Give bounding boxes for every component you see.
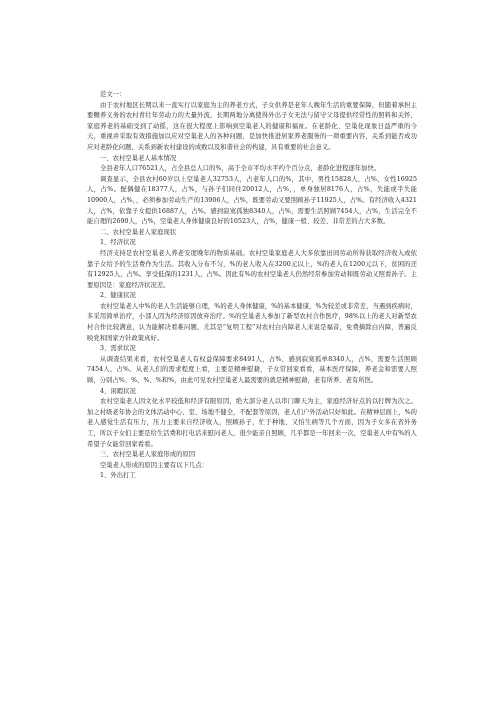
subsection-heading: 3、需求状况 — [100, 345, 136, 353]
body-paragraph: 调查显示，全县农村60岁以上空巢老人32753人，占老年人口的%，其中，男性15828人，占%，女性16925人，占%。配偶健在18377人，占%，与孙子们同住20012人，占%，，单身独居8176人，占%，失能或半失能10900人，占%，，必须参加劳动生产的13906人，占%，既要劳动又要照顾孙子11925人，占%。有经济收入4321人，占%，依靠子女提供16887人，占%。感到寂寞孤独8340人，占%，需要生活照顾7454人，占%，生活完全不能自理的2690人，占%，空巢老人身体健康良好的10523人，占%，健康一般、较差、非常差的占大多数。 — [87, 175, 417, 226]
section-heading: 三、农村空巢老人家庭形成的原因 — [100, 451, 196, 459]
section-heading: 二、农村空巢老人家庭现状 — [100, 228, 177, 236]
subsection-heading: 1、经济状况 — [100, 239, 136, 247]
subsection-heading: 1、外出打工 — [100, 472, 136, 480]
subsection-heading: 2、健康状况 — [100, 292, 136, 300]
body-paragraph: 全县老年人口76521人，占全县总人口的%，高于全市平均水平约个百分点，老龄化进程逐年加快。 — [100, 165, 381, 173]
doc-label: 范文一： — [100, 91, 126, 98]
section-heading: 一、农村空巢老人基本情况 — [100, 154, 177, 162]
body-paragraph: 空巢老人形成的原因主要有以下几点： — [100, 461, 208, 469]
body-paragraph: 从调查结果来看，农村空巢老人有权益保障要求8491人，占%，感到寂寞孤单8340人，占%，需要生活照顾7454人，占%。从老人们的需求程度上看，主要是精神慰藉，子女常回家看看，基本医疗保障，养老金和需要人照顾，分别占%、%、%、%和%，由此可见农村空巢老人最需要的就是精神慰藉，老有所养、老有所医。 — [87, 355, 417, 385]
intro-paragraph: 由于农村地区长期以来一直实行以家庭为主的养老方式，子女供养是老年人晚年生活的重要保障，但随着承担主要赡养义务的农村青壮年劳动力的大量外流，长期两地分离使得外出子女无法与留守父母提供经常性的照料和关怀，家庭养老的基础受到了动摇，这在很大程度上影响到空巢老人的健康和福祉。在老龄化、空巢化现象日益严重的今天，重视并采取有效措施加以应对空巢老人的各种问题，是加快推进居家养老服务的一项重要内容，关系到能否成功应对老龄化问题，关系到新农村建设的成败以及和谐社会的构建，具有重要的社会意义。 — [87, 101, 417, 151]
document-body — [87, 90, 417, 482]
body-paragraph: 经济支持是农村空巢老人养老安度晚年的物质基础。农村空巢家庭老人大多依靠田间劳动所得获取经济收入或依靠子女给予的生活费作为生活。其收入分布不匀，%的老人收入在3200元以上，%的老人在1200元以下，贫困的还有12925人，占%。享受低保的1231人，占%。因此有%的农村空巢老人仍然经常参加劳动和既劳动又照看孙子。主要原因是：家庭经济状况差。 — [87, 249, 417, 289]
body-paragraph: 农村空巢老人因文化水平较低和经济有限原因，绝大部分老人以串门聊天为主，家庭经济好点的以打牌为次之。加之村级老年协会的文体活动中心、室、场地不健全，不配套等原因，老人们户外活动只好如此。在精神层面上，%的老人感觉生活有压力，压力主要来自经济收入，照顾孙子，忙于种地、又怕生病等几个方面，因为子女多在省外务工，所以子女们主要是给生活费和打电话来慰问老人，很少能亲自照顾，几乎都是一年回来一次，空巢老人中有%的人希望子女能常回家看看。 — [87, 398, 417, 448]
body-paragraph: 农村空巢老人中%的老人生活能够自理，%的老人身体健康，%的基本健康，%为较差或非常差，当遇到疾病时，多采用简单治疗，小部人因为经济原因放弃治疗。%的空巢老人参加了新型农村合作医疗，98%以上的老人对新型农村合作比较满意，认为能解决看难问题，尤其是“复明工程”对农村白内障老人来说是福音，免费摘除白内障，普遍反映党和国家方针政策真好。 — [87, 302, 417, 342]
subsection-heading: 4、闲暇状况 — [100, 387, 136, 395]
